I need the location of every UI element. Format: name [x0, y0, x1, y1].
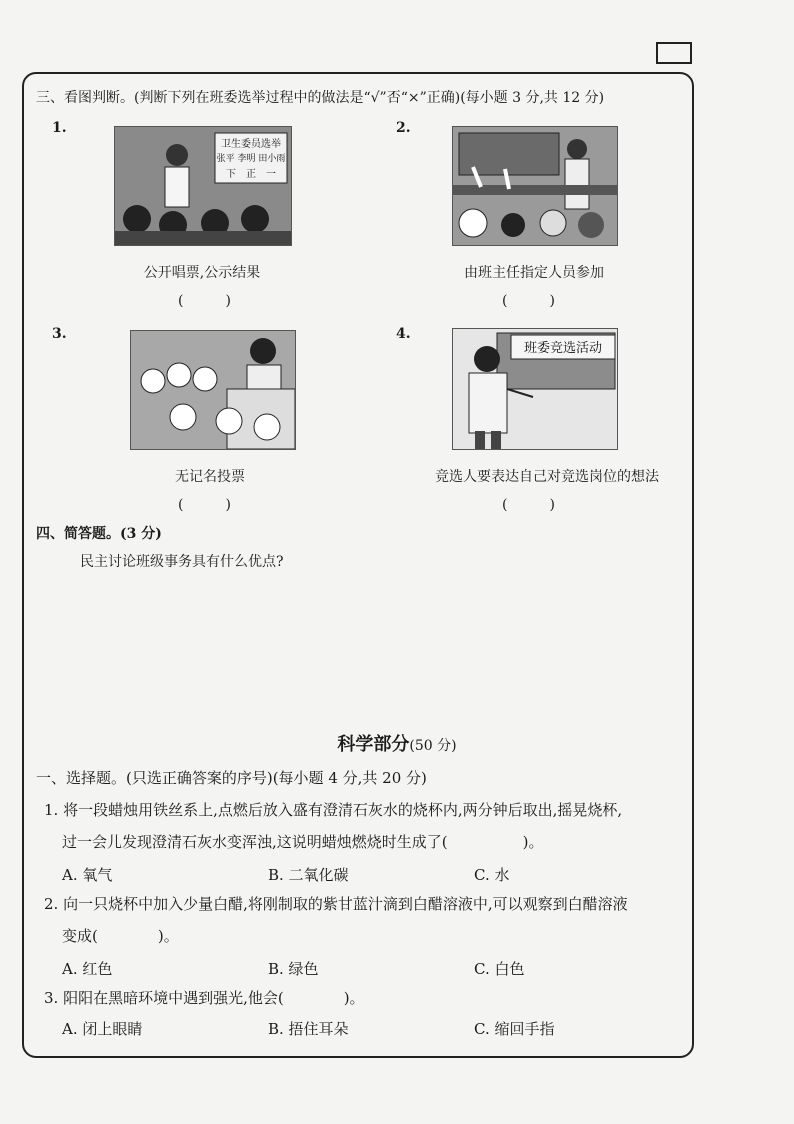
- item1-picture: [114, 126, 292, 246]
- science-points: (50 分): [409, 738, 457, 754]
- item2-picture: [452, 126, 618, 246]
- q1-line1: 1. 将一段蜡烛用铁丝系上,点燃后放入盛有澄清石灰水的烧杯内,两分钟后取出,摇晃烧杯,: [44, 801, 623, 819]
- q3-option-b[interactable]: B. 捂住耳朵: [268, 1020, 349, 1038]
- section4-heading: 四、简答题。(3 分): [36, 526, 162, 542]
- item1-board-title: 卫生委员选举: [221, 139, 281, 150]
- item4-caption: 竞选人要表达自己对竞选岗位的想法: [435, 469, 659, 485]
- q2-option-a[interactable]: A. 红色: [62, 960, 113, 978]
- q3-line1: 3. 阳阳在黑暗环境中遇到强光,他会( )。: [44, 989, 365, 1007]
- item2-answer-blank[interactable]: ( ): [502, 293, 555, 309]
- item4-answer-blank[interactable]: ( ): [502, 497, 555, 513]
- q1-option-c[interactable]: C. 水: [474, 866, 510, 884]
- item2-number: 2.: [396, 120, 411, 136]
- item4-number: 4.: [396, 326, 411, 342]
- item3-answer-blank[interactable]: ( ): [178, 497, 231, 513]
- q1-option-a[interactable]: A. 氧气: [62, 866, 113, 884]
- item1-board-names: 张平 李明 田小雨: [216, 154, 286, 164]
- item2-caption: 由班主任指定人员参加: [464, 265, 604, 281]
- q2-line1: 2. 向一只烧杯中加入少量白醋,将刚制取的紫甘蓝汁滴到白醋溶液中,可以观察到白醋溶液: [44, 895, 628, 913]
- q2-option-b[interactable]: B. 绿色: [268, 960, 319, 978]
- science-heading: 一、选择题。(只选正确答案的序号)(每小题 4 分,共 20 分): [36, 769, 427, 787]
- section4-question: 民主讨论班级事务具有什么优点?: [80, 554, 284, 570]
- q2-line2: 变成( )。: [62, 927, 179, 945]
- item1-number: 1.: [52, 120, 67, 136]
- science-title-text: 科学部分: [337, 734, 410, 755]
- q2-option-c[interactable]: C. 白色: [474, 960, 525, 978]
- item1-caption: 公开唱票,公示结果: [143, 265, 261, 281]
- q1-line2: 过一会儿发现澄清石灰水变浑浊,这说明蜡烛燃烧时生成了( )。: [62, 833, 544, 851]
- item1-board-tally: 下 正 一: [226, 169, 276, 180]
- item3-picture: [130, 330, 296, 450]
- item3-number: 3.: [52, 326, 67, 342]
- page-number-box: [656, 42, 692, 64]
- item4-board-title: 班委竞选活动: [523, 341, 603, 356]
- item3-caption: 无记名投票: [175, 469, 245, 485]
- q3-option-c[interactable]: C. 缩回手指: [474, 1020, 555, 1038]
- item4-picture: [452, 328, 618, 450]
- q3-option-a[interactable]: A. 闭上眼睛: [62, 1020, 143, 1038]
- section3-heading: 三、看图判断。(判断下列在班委选举过程中的做法是“√”否“×”正确)(每小题 3 分,共 12 分): [36, 90, 605, 106]
- item1-answer-blank[interactable]: ( ): [178, 293, 231, 309]
- science-title: [0, 730, 794, 756]
- q1-option-b[interactable]: B. 二氧化碳: [268, 866, 349, 884]
